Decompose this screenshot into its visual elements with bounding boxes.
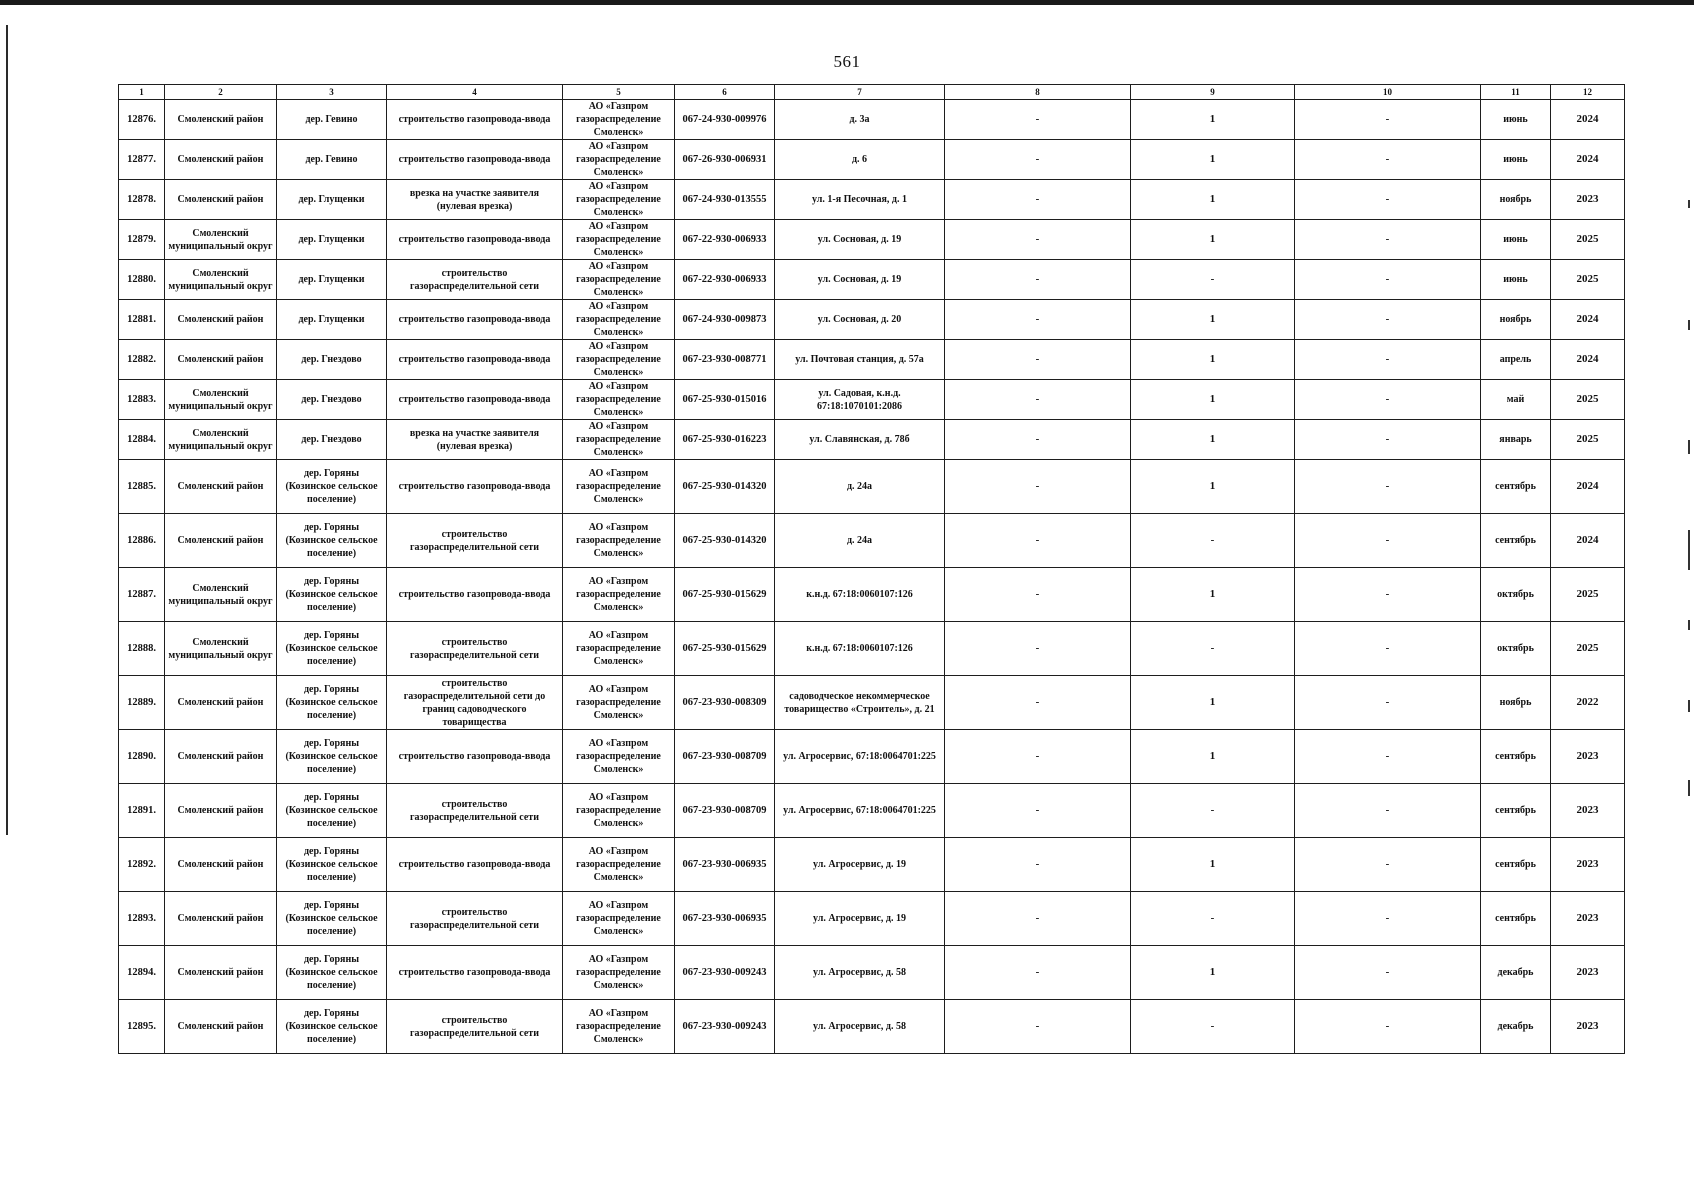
row-number: 12888. — [119, 622, 165, 676]
district-cell: Смоленский муниципальный округ — [165, 568, 277, 622]
column-9-cell: 1 — [1131, 380, 1295, 420]
column-9-cell: - — [1131, 892, 1295, 946]
locality-cell: дер. Горяны (Козинское сельское поселение) — [277, 568, 387, 622]
application-code-cell: 067-23-930-008309 — [675, 676, 775, 730]
district-cell: Смоленский муниципальный округ — [165, 420, 277, 460]
month-cell: апрель — [1481, 340, 1551, 380]
column-10-cell: - — [1295, 260, 1481, 300]
column-9-cell: 1 — [1131, 838, 1295, 892]
month-cell: ноябрь — [1481, 180, 1551, 220]
work-type-cell: строительство газопровода-ввода — [387, 340, 563, 380]
locality-cell: дер. Гнездово — [277, 420, 387, 460]
organization-cell: АО «Газпром газораспределение Смоленск» — [563, 892, 675, 946]
column-9-cell: 1 — [1131, 140, 1295, 180]
year-cell: 2025 — [1551, 380, 1625, 420]
column-10-cell: - — [1295, 460, 1481, 514]
district-cell: Смоленский район — [165, 340, 277, 380]
work-type-cell: врезка на участке заявителя (нулевая врезка) — [387, 420, 563, 460]
work-type-cell: строительство газопровода-ввода — [387, 380, 563, 420]
column-10-cell: - — [1295, 568, 1481, 622]
locality-cell: дер. Гнездово — [277, 380, 387, 420]
year-cell: 2024 — [1551, 300, 1625, 340]
address-cell: садоводческое некоммерческое товарищество «Строитель», д. 21 — [775, 676, 945, 730]
organization-cell: АО «Газпром газораспределение Смоленск» — [563, 460, 675, 514]
organization-cell: АО «Газпром газораспределение Смоленск» — [563, 676, 675, 730]
application-code-cell: 067-25-930-015629 — [675, 568, 775, 622]
address-cell: д. 24а — [775, 514, 945, 568]
application-code-cell: 067-23-930-006935 — [675, 838, 775, 892]
register-table — [118, 84, 1625, 1054]
column-10-cell: - — [1295, 514, 1481, 568]
column-9-cell: 1 — [1131, 340, 1295, 380]
row-number: 12877. — [119, 140, 165, 180]
column-9-cell: - — [1131, 784, 1295, 838]
district-cell: Смоленский район — [165, 676, 277, 730]
column-10-cell: - — [1295, 220, 1481, 260]
table-row — [119, 460, 1625, 514]
month-cell: июнь — [1481, 100, 1551, 140]
page-number: 561 — [833, 52, 861, 71]
column-10-cell: - — [1295, 946, 1481, 1000]
district-cell: Смоленский район — [165, 180, 277, 220]
column-10-cell: - — [1295, 622, 1481, 676]
column-10-cell: - — [1295, 730, 1481, 784]
column-8-cell: - — [945, 340, 1131, 380]
address-cell: ул. Агросервис, д. 19 — [775, 838, 945, 892]
district-cell: Смоленский муниципальный округ — [165, 380, 277, 420]
column-number-5: 5 — [563, 85, 675, 100]
column-8-cell: - — [945, 730, 1131, 784]
month-cell: сентябрь — [1481, 460, 1551, 514]
column-8-cell: - — [945, 380, 1131, 420]
column-10-cell: - — [1295, 420, 1481, 460]
column-10-cell: - — [1295, 892, 1481, 946]
column-10-cell: - — [1295, 676, 1481, 730]
month-cell: сентябрь — [1481, 784, 1551, 838]
application-code-cell: 067-25-930-014320 — [675, 514, 775, 568]
month-cell: сентябрь — [1481, 730, 1551, 784]
locality-cell: дер. Горяны (Козинское сельское поселение) — [277, 676, 387, 730]
month-cell: июнь — [1481, 220, 1551, 260]
work-type-cell: строительство газораспределительной сети — [387, 1000, 563, 1054]
row-number: 12889. — [119, 676, 165, 730]
column-10-cell: - — [1295, 380, 1481, 420]
application-code-cell: 067-24-930-009873 — [675, 300, 775, 340]
application-code-cell: 067-22-930-006933 — [675, 220, 775, 260]
column-10-cell: - — [1295, 140, 1481, 180]
district-cell: Смоленский район — [165, 100, 277, 140]
column-number-4: 4 — [387, 85, 563, 100]
row-number: 12894. — [119, 946, 165, 1000]
row-number: 12876. — [119, 100, 165, 140]
month-cell: декабрь — [1481, 1000, 1551, 1054]
row-number: 12885. — [119, 460, 165, 514]
table-row — [119, 892, 1625, 946]
year-cell: 2025 — [1551, 260, 1625, 300]
year-cell: 2023 — [1551, 946, 1625, 1000]
work-type-cell: строительство газопровода-ввода — [387, 730, 563, 784]
application-code-cell: 067-22-930-006933 — [675, 260, 775, 300]
row-number: 12893. — [119, 892, 165, 946]
column-10-cell: - — [1295, 100, 1481, 140]
year-cell: 2025 — [1551, 568, 1625, 622]
address-cell: ул. Агросервис, 67:18:0064701:225 — [775, 784, 945, 838]
year-cell: 2024 — [1551, 340, 1625, 380]
column-number-11: 11 — [1481, 85, 1551, 100]
column-10-cell: - — [1295, 1000, 1481, 1054]
address-cell: ул. Сосновая, д. 20 — [775, 300, 945, 340]
column-8-cell: - — [945, 676, 1131, 730]
month-cell: сентябрь — [1481, 892, 1551, 946]
locality-cell: дер. Глущенки — [277, 300, 387, 340]
year-cell: 2023 — [1551, 784, 1625, 838]
district-cell: Смоленский район — [165, 140, 277, 180]
month-cell: июнь — [1481, 260, 1551, 300]
month-cell: сентябрь — [1481, 514, 1551, 568]
column-8-cell: - — [945, 100, 1131, 140]
column-number-7: 7 — [775, 85, 945, 100]
column-10-cell: - — [1295, 838, 1481, 892]
address-cell: ул. Агросервис, д. 58 — [775, 946, 945, 1000]
column-9-cell: - — [1131, 622, 1295, 676]
year-cell: 2023 — [1551, 1000, 1625, 1054]
table-row — [119, 568, 1625, 622]
application-code-cell: 067-25-930-014320 — [675, 460, 775, 514]
locality-cell: дер. Глущенки — [277, 260, 387, 300]
table-row — [119, 676, 1625, 730]
column-8-cell: - — [945, 622, 1131, 676]
application-code-cell: 067-24-930-009976 — [675, 100, 775, 140]
column-number-row — [119, 85, 1625, 100]
year-cell: 2022 — [1551, 676, 1625, 730]
work-type-cell: строительство газопровода-ввода — [387, 140, 563, 180]
left-binding-edge — [6, 25, 8, 835]
column-8-cell: - — [945, 514, 1131, 568]
address-cell: ул. 1-я Песочная, д. 1 — [775, 180, 945, 220]
application-code-cell: 067-23-930-009243 — [675, 946, 775, 1000]
row-number: 12890. — [119, 730, 165, 784]
work-type-cell: строительство газораспределительной сети — [387, 260, 563, 300]
row-number: 12881. — [119, 300, 165, 340]
locality-cell: дер. Горяны (Козинское сельское поселение) — [277, 730, 387, 784]
address-cell: к.н.д. 67:18:0060107:126 — [775, 568, 945, 622]
application-code-cell: 067-25-930-015629 — [675, 622, 775, 676]
column-8-cell: - — [945, 892, 1131, 946]
row-number: 12884. — [119, 420, 165, 460]
column-9-cell: 1 — [1131, 676, 1295, 730]
table-row — [119, 514, 1625, 568]
application-code-cell: 067-26-930-006931 — [675, 140, 775, 180]
table-row — [119, 220, 1625, 260]
year-cell: 2025 — [1551, 220, 1625, 260]
address-cell: ул. Славянская, д. 78б — [775, 420, 945, 460]
column-9-cell: 1 — [1131, 180, 1295, 220]
row-number: 12892. — [119, 838, 165, 892]
column-8-cell: - — [945, 460, 1131, 514]
month-cell: октябрь — [1481, 568, 1551, 622]
locality-cell: дер. Горяны (Козинское сельское поселение) — [277, 460, 387, 514]
locality-cell: дер. Горяны (Козинское сельское поселение) — [277, 892, 387, 946]
application-code-cell: 067-25-930-015016 — [675, 380, 775, 420]
column-9-cell: 1 — [1131, 420, 1295, 460]
organization-cell: АО «Газпром газораспределение Смоленск» — [563, 100, 675, 140]
address-cell: ул. Садовая, к.н.д. 67:18:1070101:2086 — [775, 380, 945, 420]
locality-cell: дер. Гевино — [277, 140, 387, 180]
month-cell: декабрь — [1481, 946, 1551, 1000]
work-type-cell: строительство газораспределительной сети — [387, 892, 563, 946]
row-number: 12886. — [119, 514, 165, 568]
year-cell: 2025 — [1551, 622, 1625, 676]
column-number-1: 1 — [119, 85, 165, 100]
address-cell: ул. Почтовая станция, д. 57а — [775, 340, 945, 380]
organization-cell: АО «Газпром газораспределение Смоленск» — [563, 622, 675, 676]
column-9-cell: 1 — [1131, 946, 1295, 1000]
district-cell: Смоленский район — [165, 514, 277, 568]
table-row — [119, 1000, 1625, 1054]
district-cell: Смоленский район — [165, 946, 277, 1000]
column-9-cell: 1 — [1131, 460, 1295, 514]
column-10-cell: - — [1295, 784, 1481, 838]
address-cell: ул. Агросервис, д. 19 — [775, 892, 945, 946]
work-type-cell: строительство газораспределительной сети — [387, 514, 563, 568]
year-cell: 2023 — [1551, 730, 1625, 784]
row-number: 12891. — [119, 784, 165, 838]
column-8-cell: - — [945, 300, 1131, 340]
organization-cell: АО «Газпром газораспределение Смоленск» — [563, 730, 675, 784]
organization-cell: АО «Газпром газораспределение Смоленск» — [563, 838, 675, 892]
locality-cell: дер. Горяны (Козинское сельское поселение) — [277, 1000, 387, 1054]
year-cell: 2025 — [1551, 420, 1625, 460]
locality-cell: дер. Горяны (Козинское сельское поселение) — [277, 622, 387, 676]
table-row — [119, 140, 1625, 180]
table-row — [119, 180, 1625, 220]
month-cell: ноябрь — [1481, 676, 1551, 730]
column-9-cell: 1 — [1131, 300, 1295, 340]
column-9-cell: - — [1131, 514, 1295, 568]
organization-cell: АО «Газпром газораспределение Смоленск» — [563, 300, 675, 340]
address-cell: ул. Агросервис, 67:18:0064701:225 — [775, 730, 945, 784]
column-8-cell: - — [945, 946, 1131, 1000]
district-cell: Смоленский район — [165, 1000, 277, 1054]
month-cell: январь — [1481, 420, 1551, 460]
application-code-cell: 067-24-930-013555 — [675, 180, 775, 220]
column-8-cell: - — [945, 838, 1131, 892]
address-cell: ул. Агросервис, д. 58 — [775, 1000, 945, 1054]
locality-cell: дер. Глущенки — [277, 180, 387, 220]
column-9-cell: - — [1131, 260, 1295, 300]
locality-cell: дер. Горяны (Козинское сельское поселение) — [277, 514, 387, 568]
column-number-8: 8 — [945, 85, 1131, 100]
work-type-cell: врезка на участке заявителя (нулевая врезка) — [387, 180, 563, 220]
row-number: 12878. — [119, 180, 165, 220]
district-cell: Смоленский район — [165, 300, 277, 340]
column-8-cell: - — [945, 420, 1131, 460]
district-cell: Смоленский район — [165, 460, 277, 514]
row-number: 12895. — [119, 1000, 165, 1054]
column-8-cell: - — [945, 140, 1131, 180]
application-code-cell: 067-23-930-009243 — [675, 1000, 775, 1054]
row-number: 12882. — [119, 340, 165, 380]
organization-cell: АО «Газпром газораспределение Смоленск» — [563, 946, 675, 1000]
table-row — [119, 100, 1625, 140]
district-cell: Смоленский район — [165, 892, 277, 946]
work-type-cell: строительство газораспределительной сети до границ садоводческого товарищества — [387, 676, 563, 730]
month-cell: октябрь — [1481, 622, 1551, 676]
column-10-cell: - — [1295, 180, 1481, 220]
organization-cell: АО «Газпром газораспределение Смоленск» — [563, 140, 675, 180]
column-number-10: 10 — [1295, 85, 1481, 100]
column-number-3: 3 — [277, 85, 387, 100]
application-code-cell: 067-23-930-008709 — [675, 784, 775, 838]
locality-cell: дер. Горяны (Козинское сельское поселение) — [277, 784, 387, 838]
locality-cell: дер. Гевино — [277, 100, 387, 140]
district-cell: Смоленский муниципальный округ — [165, 220, 277, 260]
work-type-cell: строительство газораспределительной сети — [387, 784, 563, 838]
district-cell: Смоленский муниципальный округ — [165, 622, 277, 676]
organization-cell: АО «Газпром газораспределение Смоленск» — [563, 340, 675, 380]
application-code-cell: 067-25-930-016223 — [675, 420, 775, 460]
table-row — [119, 380, 1625, 420]
application-code-cell: 067-23-930-008709 — [675, 730, 775, 784]
application-code-cell: 067-23-930-008771 — [675, 340, 775, 380]
register-rows — [119, 100, 1625, 1054]
work-type-cell: строительство газопровода-ввода — [387, 838, 563, 892]
column-9-cell: 1 — [1131, 568, 1295, 622]
district-cell: Смоленский район — [165, 838, 277, 892]
column-number-9: 9 — [1131, 85, 1295, 100]
locality-cell: дер. Горяны (Козинское сельское поселение) — [277, 946, 387, 1000]
year-cell: 2024 — [1551, 100, 1625, 140]
column-9-cell: - — [1131, 1000, 1295, 1054]
address-cell: д. 6 — [775, 140, 945, 180]
work-type-cell: строительство газопровода-ввода — [387, 100, 563, 140]
locality-cell: дер. Глущенки — [277, 220, 387, 260]
year-cell: 2024 — [1551, 460, 1625, 514]
address-cell: ул. Сосновая, д. 19 — [775, 220, 945, 260]
year-cell: 2023 — [1551, 838, 1625, 892]
column-9-cell: 1 — [1131, 100, 1295, 140]
locality-cell: дер. Гнездово — [277, 340, 387, 380]
column-8-cell: - — [945, 784, 1131, 838]
month-cell: ноябрь — [1481, 300, 1551, 340]
table-row — [119, 340, 1625, 380]
column-8-cell: - — [945, 1000, 1131, 1054]
row-number: 12880. — [119, 260, 165, 300]
table-row — [119, 946, 1625, 1000]
month-cell: сентябрь — [1481, 838, 1551, 892]
right-scan-marks — [1688, 200, 1690, 820]
year-cell: 2023 — [1551, 180, 1625, 220]
column-8-cell: - — [945, 180, 1131, 220]
work-type-cell: строительство газопровода-ввода — [387, 220, 563, 260]
address-cell: ул. Сосновая, д. 19 — [775, 260, 945, 300]
year-cell: 2023 — [1551, 892, 1625, 946]
column-number-2: 2 — [165, 85, 277, 100]
table-row — [119, 300, 1625, 340]
application-code-cell: 067-23-930-006935 — [675, 892, 775, 946]
organization-cell: АО «Газпром газораспределение Смоленск» — [563, 568, 675, 622]
address-cell: д. 24а — [775, 460, 945, 514]
organization-cell: АО «Газпром газораспределение Смоленск» — [563, 380, 675, 420]
organization-cell: АО «Газпром газораспределение Смоленск» — [563, 784, 675, 838]
table-row — [119, 260, 1625, 300]
column-8-cell: - — [945, 260, 1131, 300]
top-scan-border — [0, 0, 1694, 5]
work-type-cell: строительство газопровода-ввода — [387, 568, 563, 622]
month-cell: май — [1481, 380, 1551, 420]
address-cell: д. 3а — [775, 100, 945, 140]
column-number-12: 12 — [1551, 85, 1625, 100]
table-row — [119, 784, 1625, 838]
table-row — [119, 730, 1625, 784]
column-10-cell: - — [1295, 340, 1481, 380]
table-row — [119, 838, 1625, 892]
organization-cell: АО «Газпром газораспределение Смоленск» — [563, 220, 675, 260]
locality-cell: дер. Горяны (Козинское сельское поселение) — [277, 838, 387, 892]
column-8-cell: - — [945, 220, 1131, 260]
year-cell: 2024 — [1551, 140, 1625, 180]
column-number-6: 6 — [675, 85, 775, 100]
row-number: 12879. — [119, 220, 165, 260]
month-cell: июнь — [1481, 140, 1551, 180]
column-8-cell: - — [945, 568, 1131, 622]
organization-cell: АО «Газпром газораспределение Смоленск» — [563, 180, 675, 220]
work-type-cell: строительство газопровода-ввода — [387, 946, 563, 1000]
year-cell: 2024 — [1551, 514, 1625, 568]
work-type-cell: строительство газопровода-ввода — [387, 300, 563, 340]
work-type-cell: строительство газопровода-ввода — [387, 460, 563, 514]
district-cell: Смоленский район — [165, 784, 277, 838]
address-cell: к.н.д. 67:18:0060107:126 — [775, 622, 945, 676]
column-10-cell: - — [1295, 300, 1481, 340]
column-9-cell: 1 — [1131, 220, 1295, 260]
organization-cell: АО «Газпром газораспределение Смоленск» — [563, 1000, 675, 1054]
row-number: 12883. — [119, 380, 165, 420]
table-row — [119, 420, 1625, 460]
organization-cell: АО «Газпром газораспределение Смоленск» — [563, 260, 675, 300]
row-number: 12887. — [119, 568, 165, 622]
organization-cell: АО «Газпром газораспределение Смоленск» — [563, 514, 675, 568]
work-type-cell: строительство газораспределительной сети — [387, 622, 563, 676]
district-cell: Смоленский район — [165, 730, 277, 784]
district-cell: Смоленский муниципальный округ — [165, 260, 277, 300]
column-9-cell: 1 — [1131, 730, 1295, 784]
organization-cell: АО «Газпром газораспределение Смоленск» — [563, 420, 675, 460]
table-row — [119, 622, 1625, 676]
